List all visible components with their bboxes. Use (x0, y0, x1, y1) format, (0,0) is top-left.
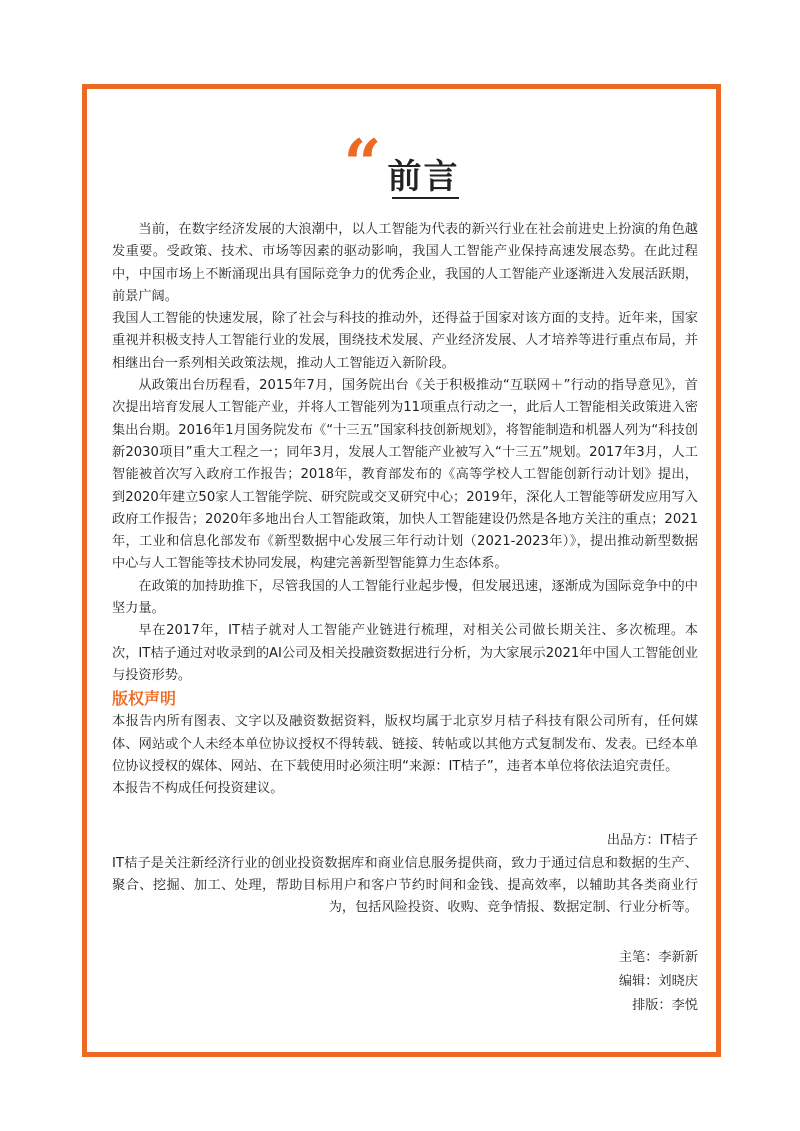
copyright-text: 本报告内所有图表、文字以及融资数据资料，版权均属于北京岁月桔子科技有限公司所有，任何媒体、网站或个人未经本单位协议授权不得转载、链接、转帖或以其他方式复制发布、发表。已经本单位协议授权的媒体、网站、在下载使用时必须注明“来源：IT桔子”，违者本单位将依法追究责任。 (112, 714, 698, 774)
title-underline (392, 197, 460, 199)
disclaimer-text: 本报告不构成任何投资建议。 (112, 781, 284, 797)
intro-paragraph: 早在2017年，IT桔子就对人工智能产业链进行梳理，对相关公司做长期关注、多次梳理。本次，IT桔子通过对收录到的AI公司及相关投融资数据进行分析，为大家展示2021年中国人工智能创业与投资形势。 (112, 623, 698, 683)
layout-credit: 排版：李悦 (632, 997, 698, 1013)
page-header (87, 125, 716, 203)
page-title: 前言 (387, 157, 460, 197)
intro-paragraph: 在政策的加持助推下，尽管我国的人工智能行业起步慢，但发展迅速，逐渐成为国际竞争中的中坚力量。 (112, 578, 698, 617)
publisher-block (112, 830, 698, 919)
page-border-frame (82, 84, 721, 1057)
publisher-description: IT桔子是关注新经济行业的创业投资数据库和商业信息服务提供商，致力于通过信息和数据的生产、聚合、挖掘、加工、处理，帮助目标用户和客户节约时间和金钱、提高效率，以辅助其各类商业行为，包括风险投资、收购、竞争情报、数据定制、行业分析等。 (112, 855, 698, 916)
publisher-label: 出品方：IT桔子 (606, 833, 698, 849)
chief-editor-credit: 主笔：李新新 (618, 949, 698, 965)
intro-paragraph: 从政策出台历程看，2015年7月，国务院出台《关于积极推动“互联网＋”行动的指导意见》，首次提出培育发展人工智能产业，并将人工智能列为11项重点行动之一，此后人工智能相关政策进入密集出台期。2016年1月国务院发布《“十三五”国家科技创新规划》，将智能制造和机器人列为“科技创新2030项目”重大工程之一；同年3月，发展人工智能产业被写入“十三五”规划。2017年3月，人工智能被首次写入政府工作报告；2018年，教育部发布的《高等学校人工智能创新行动计划》提出，到2020年建立50家人工智能学院、研究院或交叉研究中心；2019年，深化人工智能等研发应用写入政府工作报告；2020年多地出台人工智能政策，加快人工智能建设仍然是各地方关注的重点；2021年，工业和信息化部发布《新型数据中心发展三年行动计划（2021-2023年）》，提出推动新型数据中心与人工智能等技术协同发展，构建完善新型智能算力生态体系。 (112, 378, 698, 572)
copyright-heading: 版权声明 (112, 689, 177, 709)
quote-icon: “ (343, 125, 382, 203)
content-body (112, 219, 698, 1018)
credits-block (112, 946, 698, 1018)
editor-credit: 编辑：刘晓庆 (618, 973, 698, 989)
intro-paragraph: 当前，在数字经济发展的大浪潮中，以人工智能为代表的新兴行业在社会前进史上扮演的角色越发重要。受政策、技术、市场等因素的驱动影响，我国人工智能产业保持高速发展态势。在此过程中，中国市场上不断涌现出具有国际竞争力的优秀企业，我国的人工智能产业逐渐进入发展活跃期，前景广阔。 (112, 222, 698, 304)
intro-paragraph: 我国人工智能的快速发展，除了社会与科技的推动外，还得益于国家对该方面的支持。近年来，国家重视并积极支持人工智能行业的发展，围绕技术发展、产业经济发展、人才培养等进行重点布局，并相继出台一系列相关政策法规，推动人工智能迈入新阶段。 (112, 311, 698, 371)
